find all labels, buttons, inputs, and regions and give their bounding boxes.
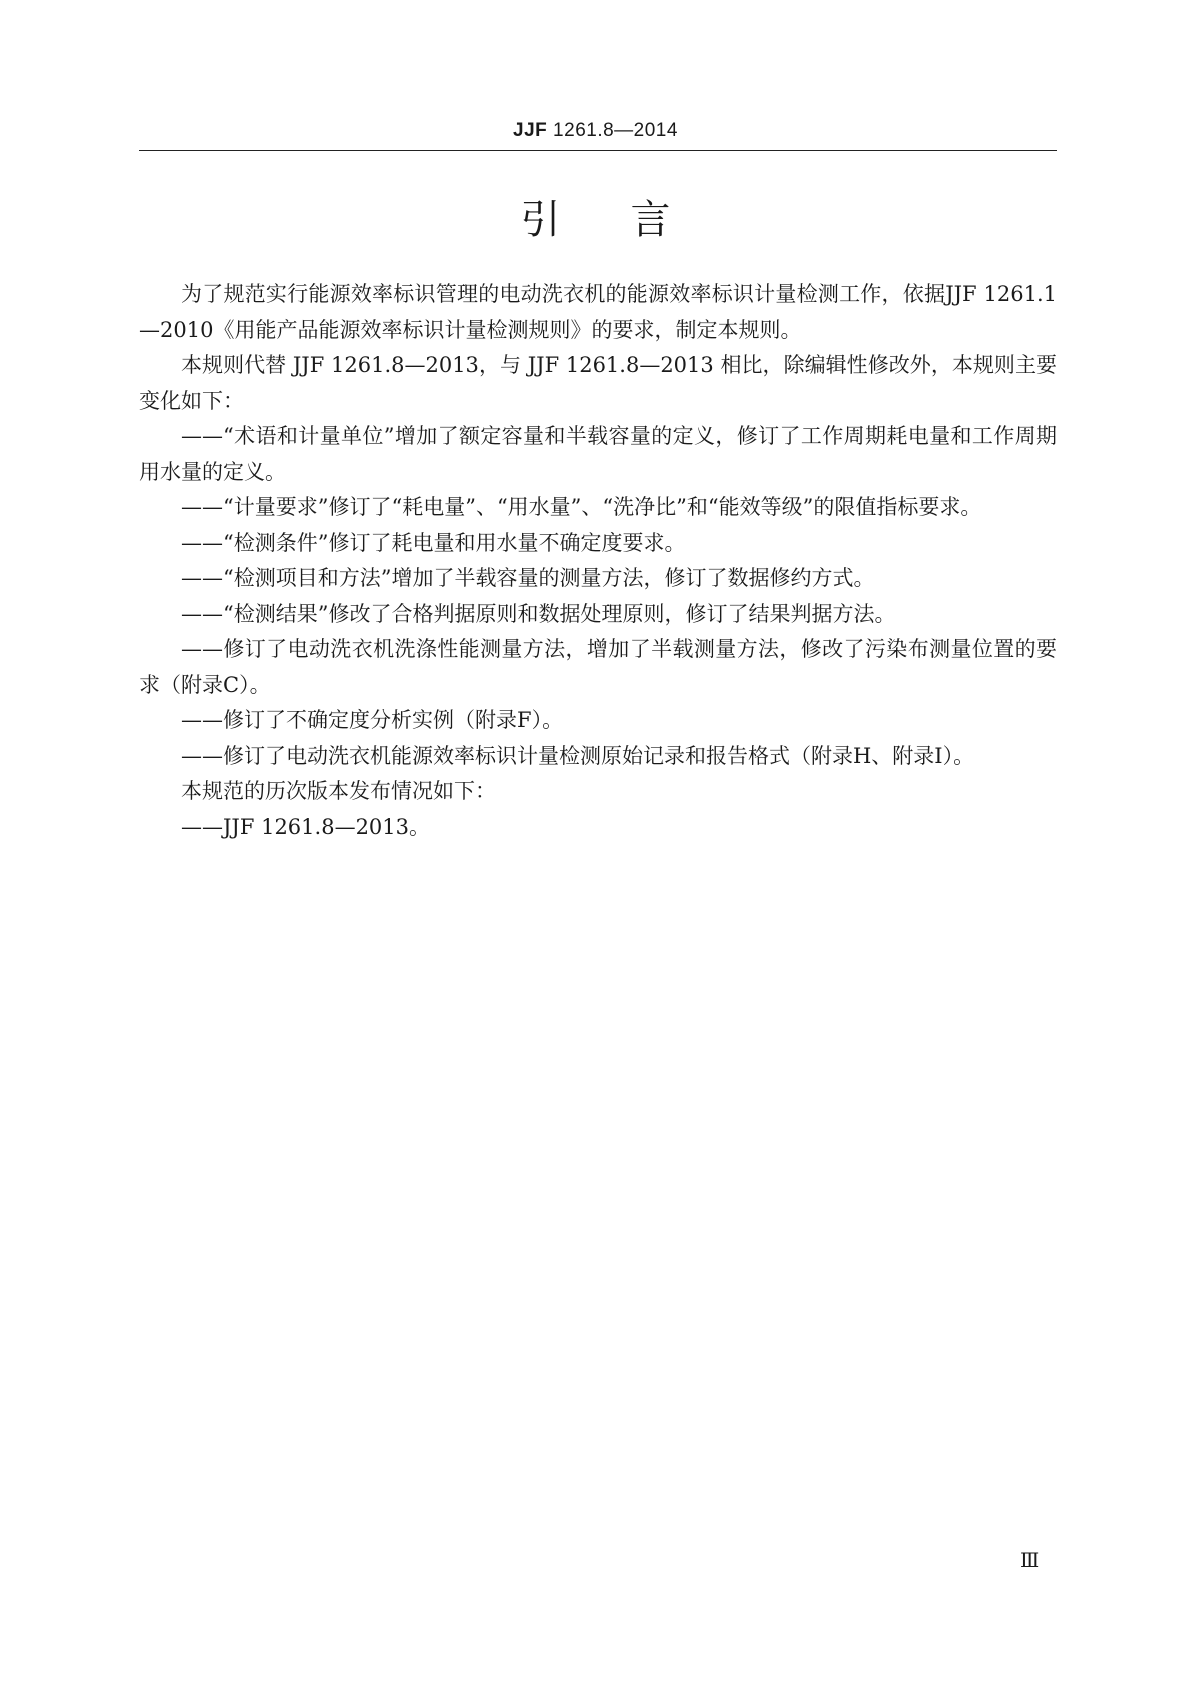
body-text [139, 277, 1057, 845]
paragraph-intro: 为了规范实行能源效率标识管理的电动洗衣机的能源效率标识计量检测工作，依据JJF 1261.1—2010《用能产品能源效率标识计量检测规则》的要求，制定本规则。 [139, 282, 1057, 342]
list-item-change: ——“术语和计量单位”增加了额定容量和半载容量的定义，修订了工作周期耗电量和工作周期用水量的定义。 [139, 424, 1057, 484]
paragraph-replacement: 本规则代替 JJF 1261.8—2013，与 JJF 1261.8—2013 相比，除编辑性修改外，本规则主要变化如下： [139, 353, 1057, 413]
page-number: Ⅲ [1020, 1548, 1040, 1572]
list-item-change: ——“检测结果”修改了合格判据原则和数据处理原则，修订了结果判据方法。 [181, 601, 896, 626]
header-code-prefix: JJF [513, 120, 548, 141]
list-item-change: ——“计量要求”修订了“耗电量”、“用水量”、“洗净比”和“能效等级”的限值指标要求。 [181, 495, 982, 519]
page-title: 引言 [520, 197, 741, 243]
header-code-number: 1261.8—2014 [547, 120, 678, 141]
list-item-version: ——JJF 1261.8—2013。 [181, 814, 431, 839]
paragraph-history: 本规范的历次版本发布情况如下： [181, 779, 496, 803]
list-item-change: ——修订了不确定度分析实例（附录F）。 [181, 708, 564, 732]
list-item-change: ——修订了电动洗衣机能源效率标识计量检测原始记录和报告格式（附录H、附录I）。 [181, 743, 975, 768]
list-item-change: ——“检测项目和方法”增加了半载容量的测量方法，修订了数据修约方式。 [181, 566, 875, 590]
list-item-change: ——修订了电动洗衣机洗涤性能测量方法，增加了半载测量方法，修改了污染布测量位置的要求（附录C）。 [139, 637, 1057, 697]
list-item-change: ——“检测条件”修订了耗电量和用水量不确定度要求。 [181, 530, 686, 555]
document-header [0, 120, 1191, 142]
header-rule [139, 150, 1057, 151]
